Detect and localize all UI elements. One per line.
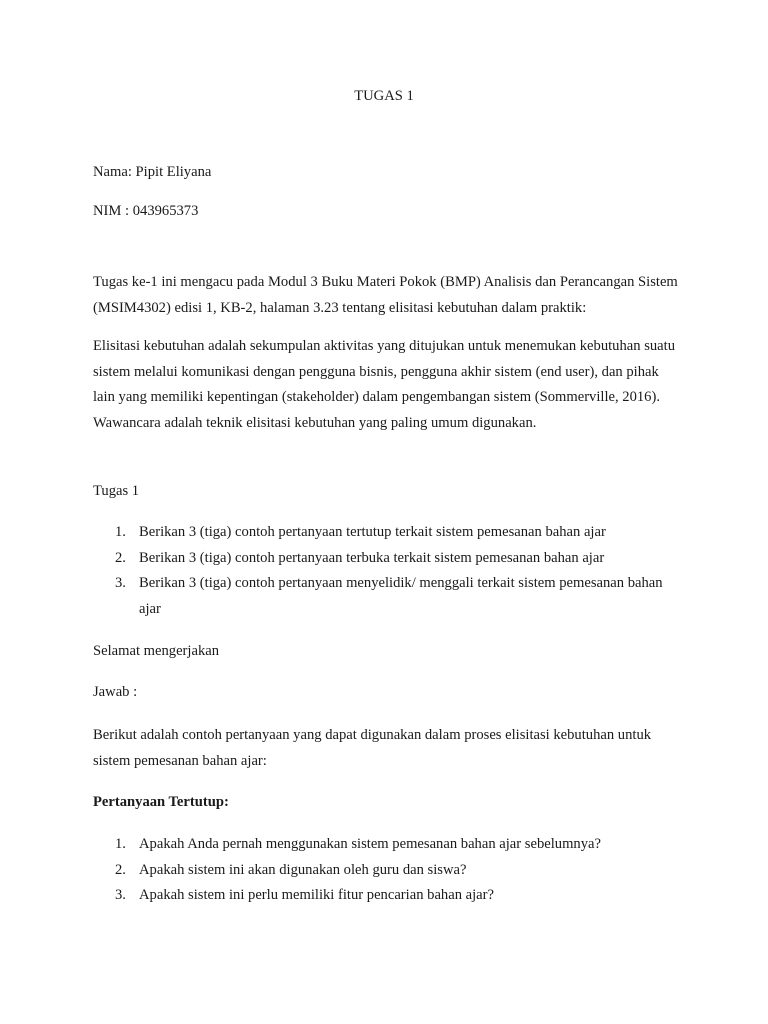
list-text: Berikan 3 (tiga) contoh pertanyaan menyelidik/ menggali terkait sistem pemesanan bahan ajar	[139, 575, 663, 617]
list-item	[93, 858, 683, 884]
list-number: 3.	[115, 887, 126, 903]
list-item	[93, 546, 683, 572]
list-item	[93, 520, 683, 546]
list-text: Apakah sistem ini perlu memiliki fitur pencarian bahan ajar?	[139, 887, 494, 903]
closing-text: Selamat mengerjakan	[93, 643, 220, 659]
list-item	[93, 883, 683, 909]
list-number: 3.	[115, 575, 126, 591]
document-title: TUGAS 1	[354, 88, 414, 104]
list-text: Apakah sistem ini akan digunakan oleh guru dan siswa?	[139, 861, 467, 878]
list-item	[93, 571, 683, 622]
list-text: Apakah Anda pernah menggunakan sistem pemesanan bahan ajar sebelumnya?	[139, 836, 601, 852]
answer-intro: Berikut adalah contoh pertanyaan yang dapat digunakan dalam proses elisitasi kebutuhan untuk sistem pemesanan bahan ajar:	[93, 727, 652, 769]
definition-paragraph: Elisitasi kebutuhan adalah sekumpulan aktivitas yang ditujukan untuk menemukan kebutuhan suatu sistem melalui komunikasi dengan pengguna bisnis, pengguna akhir sistem (end user), dan pihak lain yang memiliki kepentingan (stakeholder) dalam pengembangan sistem (Sommerville, 2016). Wawancara adalah teknik elisitasi kebutuhan yang paling umum digunakan.	[93, 338, 676, 431]
intro-paragraph: Tugas ke-1 ini mengacu pada Modul 3 Buku Materi Pokok (BMP) Analisis dan Perancangan Sistem (MSIM4302) edisi 1, KB-2, halaman 3.23 tentang elisitasi kebutuhan dalam praktik:	[93, 274, 678, 316]
task-heading: Tugas 1	[93, 483, 140, 499]
list-number: 1.	[115, 524, 126, 540]
answer-label: Jawab :	[93, 684, 138, 700]
list-item	[93, 832, 683, 858]
closed-questions-heading: Pertanyaan Tertutup:	[93, 794, 229, 810]
list-number: 2.	[115, 549, 126, 566]
student-nim: NIM : 043965373	[93, 203, 199, 219]
task-list	[93, 520, 683, 622]
list-number: 2.	[115, 861, 126, 878]
list-text: Berikan 3 (tiga) contoh pertanyaan tertutup terkait sistem pemesanan bahan ajar	[139, 524, 606, 540]
list-text: Berikan 3 (tiga) contoh pertanyaan terbuka terkait sistem pemesanan bahan ajar	[139, 549, 605, 566]
student-name: Nama: Pipit Eliyana	[93, 164, 212, 180]
closed-questions-list	[93, 832, 683, 909]
list-number: 1.	[115, 836, 126, 852]
